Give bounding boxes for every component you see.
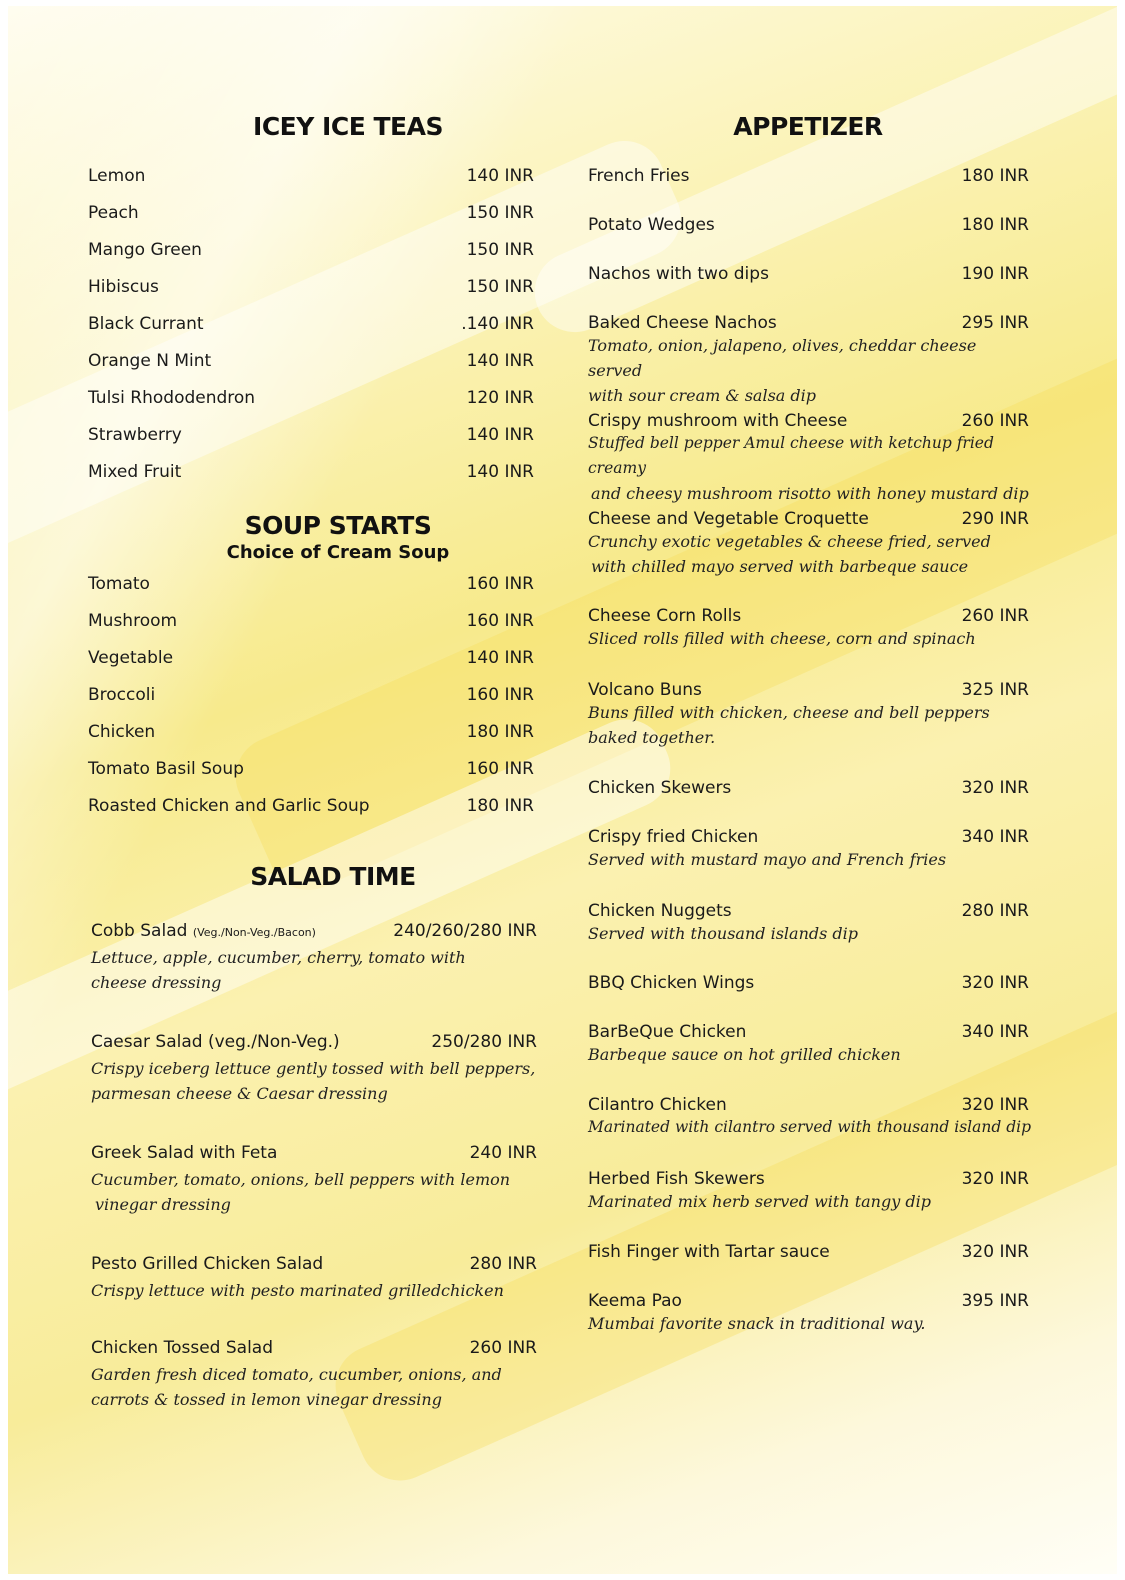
- appetizer-item: [588, 827, 1033, 872]
- item-price: 250/280 INR: [431, 1032, 537, 1052]
- item-price: 340 INR: [961, 1022, 1029, 1042]
- item-name: Mushroom: [88, 611, 178, 631]
- item-name: Mixed Fruit: [88, 462, 182, 482]
- item-name: Nachos with two dips: [588, 264, 769, 284]
- menu-item: [88, 203, 538, 240]
- item-price: 325 INR: [961, 680, 1029, 700]
- item-price: 180 INR: [961, 215, 1029, 235]
- item-price: 150 INR: [466, 277, 534, 297]
- item-desc: Stuffed bell pepper Amul cheese with ketchup fried creamy: [588, 434, 994, 477]
- item-name: Tomato Basil Soup: [88, 759, 244, 779]
- appetizer-item: [588, 1095, 1033, 1140]
- soup-section: [88, 511, 588, 563]
- appetizer-item: [588, 313, 1033, 408]
- item-name: Chicken Tossed Salad: [91, 1338, 273, 1358]
- item-price: 260 INR: [961, 411, 1029, 431]
- salad-item: [91, 1338, 541, 1412]
- item-desc: with sour cream & salsa dip: [588, 386, 817, 405]
- item-price: 280 INR: [961, 901, 1029, 921]
- appetizer-item: [588, 509, 1033, 579]
- item-desc: Tomato, onion, jalapeno, olives, cheddar cheese served: [588, 336, 977, 380]
- item-desc: Barbeque sauce on hot grilled chicken: [588, 1045, 901, 1064]
- menu-item: [88, 388, 538, 425]
- item-desc: vinegar dressing: [95, 1195, 231, 1214]
- item-name: [91, 921, 316, 941]
- menu-item: [88, 462, 538, 499]
- item-desc: and cheesy mushroom risotto with honey mustard dip: [591, 484, 1029, 503]
- menu-item: [88, 759, 538, 796]
- item-name: Herbed Fish Skewers: [588, 1169, 765, 1189]
- item-name: Cheese Corn Rolls: [588, 606, 742, 626]
- appetizer-section: [588, 112, 1028, 141]
- appetizer-item: [588, 973, 1033, 993]
- appetizer-item: [588, 680, 1033, 750]
- item-price: 140 INR: [466, 166, 534, 186]
- item-name: Fish Finger with Tartar sauce: [588, 1242, 830, 1262]
- item-name: Mango Green: [88, 240, 202, 260]
- appetizer-item: [588, 1291, 1033, 1336]
- appetizer-item: [588, 264, 1033, 284]
- item-price: 320 INR: [961, 1095, 1029, 1115]
- item-desc: Crispy lettuce with pesto marinated grilledchicken: [91, 1281, 504, 1300]
- item-desc: Marinated mix herb served with tangy dip: [588, 1192, 931, 1211]
- menu-item: [88, 166, 538, 203]
- item-desc: Crunchy exotic vegetables & cheese fried, served: [588, 532, 991, 551]
- item-name: Greek Salad with Feta: [91, 1143, 278, 1163]
- appetizer-item: [588, 1242, 1033, 1262]
- menu-item: [88, 611, 538, 648]
- item-name: Pesto Grilled Chicken Salad: [91, 1254, 324, 1274]
- item-name: Tomato: [88, 574, 150, 594]
- appetizer-item: [588, 215, 1033, 235]
- item-name: Crispy mushroom with Cheese: [588, 411, 848, 431]
- appetizer-item: [588, 166, 1033, 186]
- item-desc: Served with mustard mayo and French fries: [588, 850, 947, 869]
- appetizer-item: [588, 606, 1033, 651]
- menu-page: [8, 6, 1117, 1574]
- item-price: 260 INR: [961, 606, 1029, 626]
- item-desc: Buns filled with chicken, cheese and bell peppers: [588, 703, 990, 722]
- item-note: (Veg./Non-Veg./Bacon): [192, 926, 316, 939]
- item-desc: Cucumber, tomato, onions, bell peppers with lemon: [91, 1170, 511, 1189]
- item-price: 160 INR: [466, 611, 534, 631]
- salad-item: [91, 1254, 541, 1303]
- item-name: Volcano Buns: [588, 680, 702, 700]
- item-desc: baked together.: [588, 728, 716, 747]
- item-price: 160 INR: [466, 759, 534, 779]
- appetizer-item: [588, 901, 1033, 946]
- item-name: Chicken: [88, 722, 156, 742]
- item-price: 180 INR: [466, 722, 534, 742]
- menu-item: [88, 648, 538, 685]
- item-desc: Marinated with cilantro served with thousand island dip: [588, 1118, 1032, 1136]
- appetizer-item: [588, 1022, 1033, 1067]
- item-price: 180 INR: [466, 796, 534, 816]
- item-name: Chicken Nuggets: [588, 901, 732, 921]
- item-price: 320 INR: [961, 1169, 1029, 1189]
- item-price: 140 INR: [466, 425, 534, 445]
- item-desc: Crispy iceberg lettuce gently tossed with bell peppers,: [91, 1059, 536, 1078]
- salad-section: [88, 862, 578, 891]
- item-name: BBQ Chicken Wings: [588, 973, 755, 993]
- item-price: .140 INR: [461, 314, 534, 334]
- item-price: 320 INR: [961, 778, 1029, 798]
- menu-item: [88, 277, 538, 314]
- item-price: 240/260/280 INR: [393, 921, 537, 941]
- appetizer-item: [588, 411, 1033, 506]
- menu-item: [88, 351, 538, 388]
- item-desc: Garden fresh diced tomato, cucumber, onions, and: [91, 1365, 502, 1384]
- item-desc: Served with thousand islands dip: [588, 924, 859, 943]
- item-price: 290 INR: [961, 509, 1029, 529]
- menu-item: [88, 425, 538, 462]
- item-desc: carrots & tossed in lemon vinegar dressing: [91, 1390, 442, 1409]
- salad-item: [91, 1032, 541, 1106]
- item-desc: cheese dressing: [91, 973, 222, 992]
- item-name: Tulsi Rhododendron: [88, 388, 256, 408]
- item-name: Keema Pao: [588, 1291, 682, 1311]
- item-name: Broccoli: [88, 685, 156, 705]
- menu-item: [88, 722, 538, 759]
- menu-item: [88, 574, 538, 611]
- item-name: Orange N Mint: [88, 351, 212, 371]
- ice-teas-title: ICEY ICE TEAS: [253, 112, 443, 141]
- item-price: 320 INR: [961, 973, 1029, 993]
- item-price: 160 INR: [466, 574, 534, 594]
- item-name: Black Currant: [88, 314, 204, 334]
- item-price: 280 INR: [469, 1254, 537, 1274]
- item-price: 160 INR: [466, 685, 534, 705]
- soup-subtitle: Choice of Cream Soup: [226, 542, 450, 563]
- item-price: 295 INR: [961, 313, 1029, 333]
- appetizer-item: [588, 778, 1033, 798]
- item-price: 240 INR: [469, 1143, 537, 1163]
- item-name: Roasted Chicken and Garlic Soup: [88, 796, 370, 816]
- item-name: Potato Wedges: [588, 215, 715, 235]
- item-name: BarBeQue Chicken: [588, 1022, 747, 1042]
- item-name: Baked Cheese Nachos: [588, 313, 777, 333]
- item-name: French Fries: [588, 166, 690, 186]
- item-price: 180 INR: [961, 166, 1029, 186]
- menu-item: [88, 685, 538, 722]
- item-price: 150 INR: [466, 203, 534, 223]
- item-name: Cheese and Vegetable Croquette: [588, 509, 869, 529]
- appetizer-item: [588, 1169, 1033, 1214]
- item-price: 395 INR: [961, 1291, 1029, 1311]
- ice-teas-section: [88, 112, 608, 141]
- item-price: 150 INR: [466, 240, 534, 260]
- ice-teas-list: [88, 166, 538, 499]
- item-name: Chicken Skewers: [588, 778, 732, 798]
- item-price: 260 INR: [469, 1338, 537, 1358]
- item-name: Hibiscus: [88, 277, 159, 297]
- item-desc: parmesan cheese & Caesar dressing: [91, 1084, 388, 1103]
- item-desc: Sliced rolls filled with cheese, corn and spinach: [588, 629, 976, 648]
- soup-list: [88, 574, 538, 833]
- item-price: 340 INR: [961, 827, 1029, 847]
- item-name: Lemon: [88, 166, 146, 186]
- item-price: 140 INR: [466, 462, 534, 482]
- item-price: 190 INR: [961, 264, 1029, 284]
- item-desc: Mumbai favorite snack in traditional way.: [588, 1314, 926, 1333]
- item-name: Caesar Salad (veg./Non-Veg.): [91, 1032, 340, 1052]
- soup-title: SOUP STARTS: [244, 511, 432, 540]
- salad-title: SALAD TIME: [250, 862, 416, 891]
- item-price: 320 INR: [961, 1242, 1029, 1262]
- item-name: Vegetable: [88, 648, 174, 668]
- menu-item: [88, 314, 538, 351]
- item-price: 120 INR: [466, 388, 534, 408]
- menu-item: [88, 796, 538, 833]
- salad-name: Cobb Salad: [91, 921, 188, 941]
- menu-item: [88, 240, 538, 277]
- salad-item: [91, 1143, 541, 1217]
- item-name: Peach: [88, 203, 139, 223]
- item-name: Strawberry: [88, 425, 182, 445]
- appetizer-title: APPETIZER: [733, 112, 883, 141]
- item-name: Cilantro Chicken: [588, 1095, 727, 1115]
- salad-item: [91, 921, 541, 995]
- item-price: 140 INR: [466, 351, 534, 371]
- item-price: 140 INR: [466, 648, 534, 668]
- item-desc: Lettuce, apple, cucumber, cherry, tomato with: [91, 948, 466, 967]
- item-desc: with chilled mayo served with barbeque sauce: [591, 557, 969, 576]
- item-name: Crispy fried Chicken: [588, 827, 759, 847]
